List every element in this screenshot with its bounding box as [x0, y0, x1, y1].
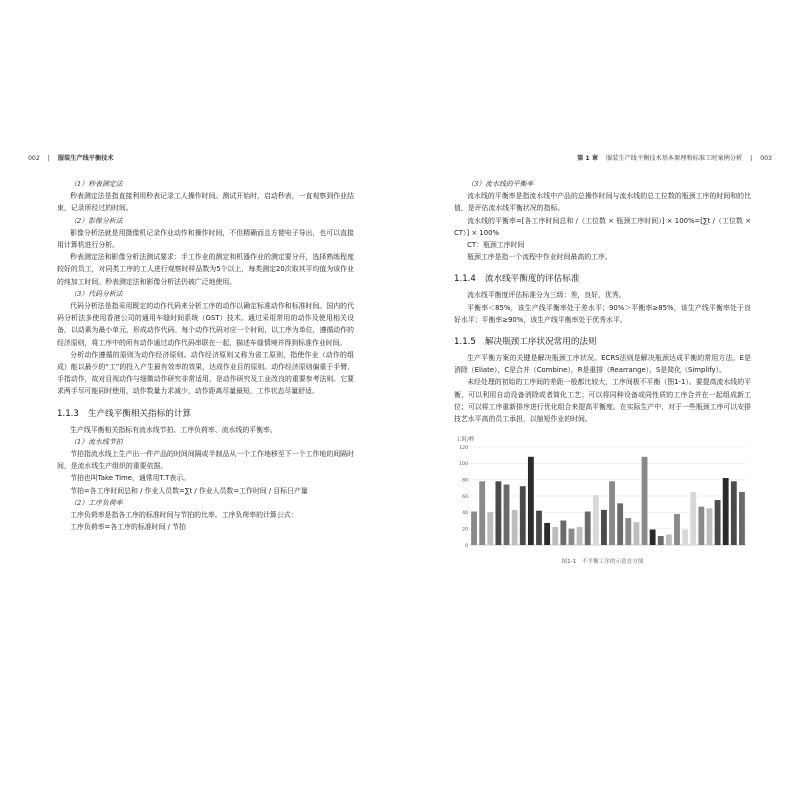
paragraph: 秒表测定法和影像分析法测试要求：手工作业的测定和机器作业的测定要分开，选择熟练程度较好的员工，对同类工序的工人进行观察时样品数为5个以上，每类测定20次取其平均值为该作业的纯加工时间。秒表测定法和影像分析法仍被广泛地使用。	[57, 253, 354, 286]
paragraph: 节拍也叫Take Time，通常用T.T表示。	[70, 474, 191, 483]
bar	[666, 535, 672, 546]
section-heading-1-1-5	[454, 335, 751, 347]
bar	[520, 486, 526, 545]
bar	[715, 500, 721, 545]
paragraph: 瓶颈工序是指一个流程中作业时间最高的工序。	[467, 253, 612, 262]
left-page-header	[28, 153, 114, 162]
book-title: 服装生产线平衡技术	[57, 155, 114, 162]
left-page-body	[57, 178, 354, 533]
paragraph: 工序负荷率是指各工序的标准时间与节拍的比率。工序负荷率的计算公式：	[70, 511, 298, 520]
section-title: 解决瓶颈工序状况常用的法则	[484, 337, 597, 348]
paragraph: 分析动作遵循的原则为动作经济原则。动作经济原则又称为省工原则，指使作业（动作的组成）能以最少的“工”的投入产生最有效率的效果，达成作业目的原则。动作经济原则偏重于手臂、手指动作，故对目视动作与细微动作研究非常适用，是动作研究及工业改良的重要参考法则。它要求两手尽可能同时使用，动作数量力求减少，动作距离尽量最短，工作状态尽量舒适。	[57, 350, 354, 396]
bar	[504, 485, 510, 545]
bar	[560, 521, 566, 546]
paragraph: 节拍指流水线上生产出一件产品的时间间隔或半制品从一个工作地移至下一个工作地的间隔时间，是流水线生产组织的重要依据。	[57, 450, 354, 471]
section-number: 1.1.4	[454, 274, 476, 285]
right-page-header	[577, 153, 772, 162]
y-tick-label: 0	[465, 544, 468, 550]
bar	[633, 522, 639, 545]
bar	[609, 482, 615, 546]
bar	[625, 518, 631, 545]
left-page-number: 002	[28, 155, 40, 162]
section-number: 1.1.3	[57, 408, 79, 419]
bar	[690, 492, 696, 545]
histogram-chart	[454, 433, 751, 551]
right-page-number: 003	[760, 155, 772, 162]
bar	[487, 513, 493, 546]
subheading-load-rate: （2）工序负荷率	[70, 498, 123, 507]
y-tick-label: 100	[459, 462, 468, 468]
section-heading-1-1-4	[454, 272, 751, 284]
header-divider: |	[47, 155, 50, 162]
paragraph: 影像分析法就是用摄像机记录作业动作和操作时间，不但精确而且方便电子导出，也可以直接用计算机进行分析。	[57, 228, 354, 250]
bar	[707, 509, 713, 546]
y-tick-label: 40	[462, 511, 468, 517]
bar	[569, 529, 575, 545]
section-title: 流水线平衡度的评估标准	[484, 274, 580, 285]
subheading-balance-rate: （3）流水线的平衡率	[467, 180, 534, 188]
bar	[723, 478, 729, 545]
bar	[593, 495, 599, 545]
formula-balance-rate: 流水线的平衡率=[各工序时间总和 /（工位数 × 瓶颈工序时间）] × 100%=[∑t /（工位数 × CT）] × 100%	[454, 216, 751, 237]
bar	[650, 530, 656, 546]
subheading-video-analysis: （2）影像分析法	[70, 216, 123, 225]
header-divider: |	[750, 155, 753, 162]
section-title: 生产线平衡相关指标的计算	[87, 408, 192, 419]
y-tick-label: 60	[462, 495, 468, 501]
bar	[682, 530, 688, 546]
bar	[471, 512, 477, 545]
paragraph: 秒表测定法是指直接利用秒表记录工人操作时间。测试开始时，启动秒表，一直观察到作业结束，记录所经过的时间。	[57, 192, 354, 213]
right-page-body	[454, 178, 751, 565]
paragraph: 代码分析法是指采用既定的动作代码来分析工序的动作以确定标准动作和标准时间。国内的代码分析法多使用香港公司的通用车缝时间系统（GST）技术。通过采用常用的动作及使用相关设备，以动素为最小单元，形成动作代码。每个动作代码对应一个时间，以工序为单位，遵循动作的经济原则，将工序中的所有动作通过动作代码串联在一起，描述车缝情境并得到标准作业时间。	[57, 302, 354, 347]
bar	[479, 482, 485, 546]
figure-1-1	[454, 433, 751, 565]
bar	[731, 482, 737, 546]
bar	[495, 482, 501, 546]
y-tick-label: 80	[462, 478, 468, 484]
section-number: 1.1.5	[454, 337, 476, 348]
bar	[536, 511, 542, 545]
section-heading-1-1-3	[57, 407, 354, 419]
formula-takt: 节拍=各工序时间总和 / 作业人员数=∑t / 作业人员数=工作时间 / 目标日产量	[70, 486, 308, 495]
bar	[552, 527, 558, 545]
bar	[617, 504, 623, 546]
ct-definition: CT：瓶颈工序时间	[467, 241, 525, 250]
chapter-label: 第 1 章	[577, 155, 599, 162]
subheading-stopwatch: （1）秒表测定法	[70, 180, 123, 188]
bar	[658, 536, 664, 545]
bar	[528, 457, 534, 545]
bar	[577, 527, 583, 545]
bar	[674, 514, 680, 545]
subheading-takt-time: （1）流水线节拍	[70, 437, 123, 446]
y-tick-label: 20	[462, 527, 468, 533]
y-tick-label: 120	[459, 446, 468, 452]
bar	[642, 457, 648, 545]
y-axis-label: 工时/秒	[456, 437, 475, 444]
bar	[585, 512, 591, 545]
subheading-code-analysis: （3）代码分析法	[70, 289, 123, 298]
formula-load-rate: 工序负荷率=各工序的标准时间 / 节拍	[70, 523, 186, 532]
figure-caption: 图1-1 不平衡工序的示意直方图	[561, 559, 644, 566]
chapter-title: 服装生产线平衡技术基本原理和标准工时案例分析	[606, 155, 743, 162]
paragraph: 生产线平衡相关指标有流水线节拍、工序负荷率、流水线的平衡率。	[70, 425, 277, 434]
paragraph: 未经处理的初始的工序间的差距一般都比较大，工序间极不平衡（图1-1）。要提高流水线的平衡，可以利用自动设备消除或者简化工艺；可以将同种设备或同性质的工序合并在一起组成新工位；可以将工序重新排序进行优化组合来提高平衡度。在实际生产中，对于一些瓶颈工序可以安排技艺水平高的员工承担，以缩短作业的时间。	[454, 378, 751, 424]
paragraph: 流水线的平衡率是指流水线中产品的总操作时间与流水线的总工位数的瓶颈工序的时间和的比值，是评估流水线平衡状况的指标。	[454, 192, 751, 213]
bar	[698, 507, 704, 545]
paragraph: 平衡率＜85%，该生产线平衡率处于差水平；90%＞平衡率≥85%，该生产线平衡率处于良好水平；平衡率≥90%，该生产线平衡率处于优秀水平。	[454, 303, 751, 324]
bar	[601, 510, 607, 545]
paragraph: 流水线平衡度评估标准分为三级：差，良好，优秀。	[467, 291, 626, 300]
bar	[512, 510, 518, 545]
paragraph: 生产平衡方案的关键是解决瓶颈工序状况。ECRS法则是解决瓶颈达成平衡的常用方法。E是消除（Eliate），C是合并（Combine），R是重排（Rearrange），S是简化（Simplify）。	[454, 354, 751, 375]
bar	[739, 492, 745, 545]
bar	[544, 523, 550, 545]
